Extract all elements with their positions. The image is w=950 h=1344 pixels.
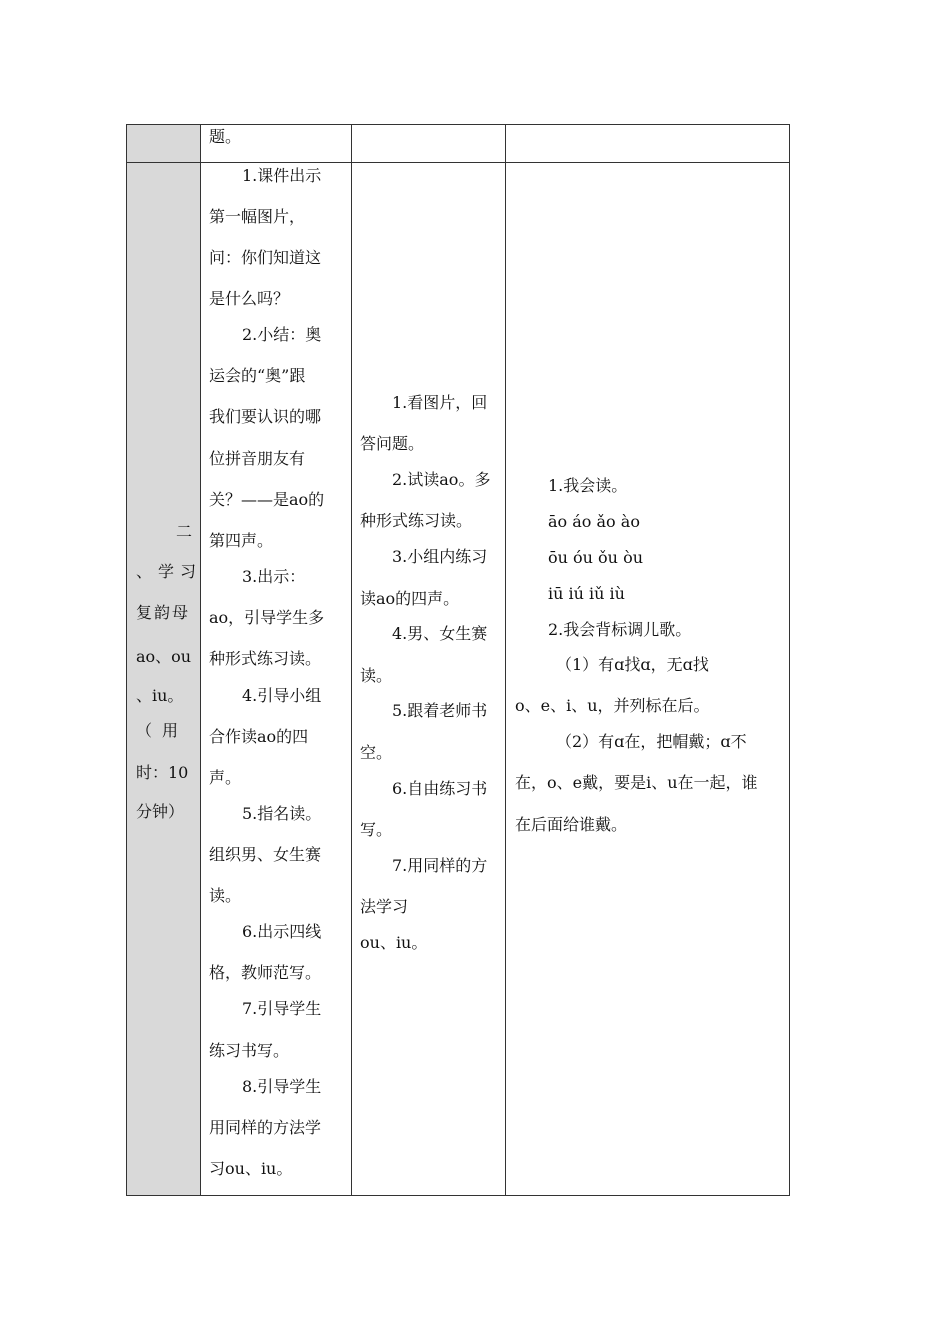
top-row-student-cell	[351, 124, 506, 163]
pinyin-ao-tones: āo áo ǎo ào	[548, 512, 640, 531]
student-line: 1.看图片，回	[392, 393, 488, 412]
student-line: 读。	[360, 666, 393, 685]
student-line: 种形式练习读。	[360, 511, 473, 530]
section-title-line: 二	[176, 522, 193, 541]
design-line: （2）有ɑ在，把帽戴；ɑ不	[556, 732, 747, 751]
top-row-design-cell	[505, 124, 790, 163]
design-line: （1）有ɑ找ɑ，无ɑ找	[556, 655, 709, 674]
teacher-line: 是什么吗？	[209, 289, 290, 308]
teacher-line: 合作读ao的四	[209, 727, 309, 746]
teacher-line: 第一幅图片，	[209, 207, 306, 226]
student-line: 写。	[360, 820, 393, 839]
teacher-line: 2.小结：奥	[242, 325, 322, 344]
teacher-line: 习ou、iu。	[209, 1159, 293, 1178]
student-line: 3.小组内练习	[392, 547, 488, 566]
teacher-line: 3.出示：	[242, 567, 306, 586]
teacher-line: 6.出示四线	[242, 922, 322, 941]
design-line: 在后面给谁戴。	[515, 815, 628, 834]
teacher-line: 7.引导学生	[242, 999, 322, 1018]
student-line: 7.用同样的方	[392, 856, 488, 875]
teacher-line: 用同样的方法学	[209, 1118, 322, 1137]
teacher-line: 格，教师范写。	[209, 963, 322, 982]
student-line: 法学习	[360, 897, 409, 916]
top-row-text: 题。	[209, 127, 242, 146]
student-line: 6.自由练习书	[392, 779, 488, 798]
teacher-line: 声。	[209, 768, 242, 787]
section-title-line: 、iu。	[136, 686, 184, 705]
design-line: 2.我会背标调儿歌。	[548, 620, 692, 639]
section-title-line: （用	[136, 721, 189, 740]
design-cell	[505, 162, 790, 1196]
teacher-line: 5.指名读。	[242, 804, 322, 823]
student-line: 读ao的四声。	[360, 589, 460, 608]
teacher-line: 位拼音朋友有	[209, 449, 306, 468]
teacher-line: 运会的“奥”跟	[209, 366, 306, 385]
teacher-line: 练习书写。	[209, 1041, 290, 1060]
section-title-line: 时：10	[136, 763, 189, 782]
section-title-line: ao、ou	[136, 647, 192, 666]
teacher-line: 4.引导小组	[242, 686, 322, 705]
teacher-line: 关？——是ao的	[209, 490, 325, 509]
teacher-line: 问：你们知道这	[209, 248, 322, 267]
teacher-line: 8.引导学生	[242, 1077, 322, 1096]
design-line: 在，o、e戴，要是i、u在一起，谁	[515, 773, 758, 792]
section-title-cell	[126, 162, 201, 1196]
design-line: o、e、i、u，并列标在后。	[515, 696, 710, 715]
student-line: 5.跟着老师书	[392, 701, 488, 720]
teacher-line: 种形式练习读。	[209, 649, 322, 668]
top-row-label-cell	[126, 124, 201, 163]
design-line: 1.我会读。	[548, 476, 628, 495]
student-line: 4.男、女生赛	[392, 624, 488, 643]
teacher-line: 第四声。	[209, 531, 274, 550]
student-line: 空。	[360, 743, 393, 762]
student-line: 2.试读ao。多	[392, 470, 491, 489]
section-title-line: 复韵母	[136, 603, 191, 622]
teacher-line: 读。	[209, 886, 242, 905]
pinyin-iu-tones: iū iú iǔ iù	[548, 584, 625, 603]
teacher-line: ao，引导学生多	[209, 608, 325, 627]
teacher-line: 1.课件出示	[242, 166, 322, 185]
student-line: 答问题。	[360, 434, 425, 453]
student-line: ou、iu。	[360, 933, 428, 952]
teacher-line: 我们要认识的哪	[209, 407, 322, 426]
section-title-line: 分钟）	[136, 802, 185, 821]
section-title-line: 、学习	[136, 562, 203, 581]
pinyin-ou-tones: ōu óu ǒu òu	[548, 548, 644, 567]
teacher-line: 组织男、女生赛	[209, 845, 322, 864]
